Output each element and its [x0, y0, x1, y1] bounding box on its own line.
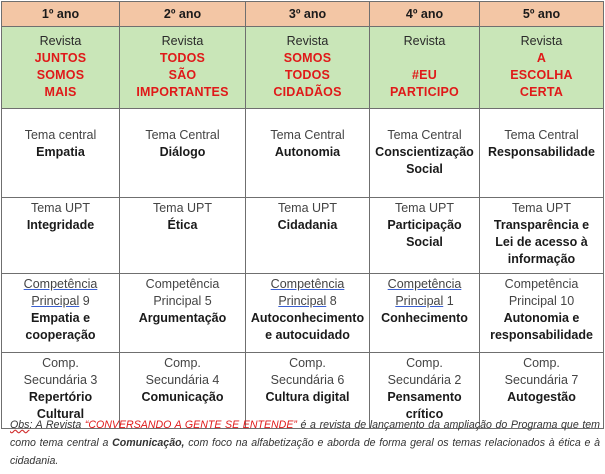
secundaria-value: Repertório: [28, 390, 93, 404]
tema-central-label: Tema Central: [145, 128, 220, 142]
year-header-row: [2, 2, 604, 27]
revista-cell-1: [2, 27, 120, 109]
tema-central-label: Tema Central: [270, 128, 345, 142]
competencia-label: Competência: [145, 277, 220, 291]
revista-cell-4: [370, 27, 480, 109]
competencia-principal-row: [2, 274, 604, 353]
tema-upt-cell-5: [480, 198, 604, 274]
secundaria-label: Secundária: [504, 373, 568, 387]
competencia-number: 10: [560, 294, 575, 308]
tema-upt-value: Cidadania: [277, 218, 338, 232]
principal-label: Principal: [153, 294, 202, 308]
tema-central-cell-5: [480, 109, 604, 198]
tema-central-value: Conscientização: [375, 145, 474, 159]
comp-label: Comp.: [523, 356, 560, 370]
competencia-value: e autocuidado: [265, 328, 350, 342]
tema-upt-label: Tema UPT: [277, 201, 338, 215]
obs-magazine-title: “CONVERSANDO A GENTE SE ENTENDE”: [84, 419, 297, 431]
year-header-2: 2º ano: [120, 2, 246, 27]
revista-label: Revista: [286, 34, 329, 48]
tema-upt-cell-4: [370, 198, 480, 274]
competencia-value: Empatia e: [30, 311, 91, 325]
revista-title-line: MAIS: [44, 85, 77, 99]
principal-label: Principal: [508, 294, 557, 308]
tema-upt-cell-3: [246, 198, 370, 274]
revista-row: [2, 27, 604, 109]
competencia-cell-1: [2, 274, 120, 353]
tema-upt-label: Tema UPT: [30, 201, 91, 215]
secundaria-label: Secundária: [23, 373, 87, 387]
revista-label: Revista: [403, 34, 446, 48]
competencia-cell-5: [480, 274, 604, 353]
obs-text-1: : A Revista: [29, 419, 85, 431]
revista-title-line: TODOS: [159, 51, 206, 65]
tema-central-value: Responsabilidade: [488, 145, 595, 159]
principal-label: Principal: [395, 294, 444, 308]
tema-central-value: Empatia: [36, 145, 85, 159]
secundaria-value: Cultura digital: [265, 390, 350, 404]
comp-label: Comp.: [164, 356, 201, 370]
revista-title-line: #EU: [412, 68, 437, 82]
tema-central-cell-3: [246, 109, 370, 198]
secundaria-number: 2: [454, 373, 462, 387]
revista-title-line: JUNTOS: [34, 51, 87, 65]
revista-title-line: SOMOS: [36, 68, 85, 82]
competencia-cell-2: [120, 274, 246, 353]
obs-text-3: com foco na alfabetização e aborda de forma geral os temas relacionados à ética e à cidadania.: [10, 437, 600, 467]
revista-title-line: CERTA: [519, 85, 564, 99]
competencia-label: Competência: [23, 277, 98, 291]
secundaria-number: 7: [571, 373, 579, 387]
revista-title-line: SÃO: [168, 68, 197, 82]
competencia-number: 1: [446, 294, 454, 308]
revista-title-line: ESCOLHA: [510, 68, 573, 82]
tema-central-value: Social: [406, 162, 443, 176]
observation-note: [10, 416, 600, 470]
obs-text-2: é a revista de lançamento da ampliação do Programa que tem como tema central a: [10, 419, 600, 449]
secundaria-value: Autogestão: [507, 390, 576, 404]
secundaria-value: Pensamento: [387, 390, 462, 404]
tema-central-value: Autonomia: [274, 145, 341, 159]
tema-central-row: [2, 109, 604, 198]
tema-central-label: Tema Central: [387, 128, 462, 142]
tema-central-cell-1: [2, 109, 120, 198]
secundaria-value: Cultural: [36, 407, 85, 421]
competencia-number: 9: [82, 294, 90, 308]
revista-title-line: SOMOS: [283, 51, 332, 65]
obs-bold-term: Comunicação,: [112, 437, 185, 449]
tema-central-value: Diálogo: [159, 145, 206, 159]
competencia-cell-3: [246, 274, 370, 353]
revista-cell-3: [246, 27, 370, 109]
tema-upt-cell-2: [120, 198, 246, 274]
competencia-value: Autoconhecimento: [250, 311, 365, 325]
tema-upt-row: [2, 198, 604, 274]
tema-upt-value: informação: [507, 252, 576, 266]
revista-label: Revista: [161, 34, 204, 48]
comp-label: Comp.: [406, 356, 443, 370]
competencia-value: cooperação: [25, 328, 96, 342]
competencia-number: 5: [204, 294, 212, 308]
revista-title-line: TODOS: [284, 68, 331, 82]
tema-upt-label: Tema UPT: [394, 201, 455, 215]
tema-upt-value: Participação: [387, 218, 462, 232]
competencia-value: responsabilidade: [490, 328, 593, 342]
secundaria-value: Comunicação: [141, 390, 224, 404]
revista-title-line: IMPORTANTES: [136, 85, 229, 99]
secundaria-number: 6: [337, 373, 345, 387]
tema-upt-value: Ética: [167, 218, 198, 232]
year-header-5: 5º ano: [480, 2, 604, 27]
tema-upt-value: Transparência e: [493, 218, 590, 232]
competencia-value: Autonomia e: [503, 311, 580, 325]
comp-label: Comp.: [42, 356, 79, 370]
secundaria-label: Secundária: [145, 373, 209, 387]
revista-label: Revista: [520, 34, 563, 48]
tema-upt-label: Tema UPT: [511, 201, 572, 215]
tema-upt-label: Tema UPT: [152, 201, 213, 215]
secundaria-number: 3: [90, 373, 98, 387]
revista-cell-2: [120, 27, 246, 109]
principal-label: Principal: [31, 294, 80, 308]
tema-upt-value: Lei de acesso à: [495, 235, 588, 249]
tema-central-label: Tema central: [24, 128, 97, 142]
year-header-3: 3º ano: [246, 2, 370, 27]
revista-title-line: [372, 50, 477, 67]
secundaria-number: 4: [212, 373, 220, 387]
tema-central-cell-4: [370, 109, 480, 198]
secundaria-label: Secundária: [270, 373, 334, 387]
revista-title-line: CIDADÃOS: [273, 85, 342, 99]
principal-label: Principal: [278, 294, 327, 308]
competencia-value: Conhecimento: [381, 311, 468, 325]
competencia-label: Competência: [270, 277, 345, 291]
tema-upt-value: Social: [406, 235, 443, 249]
competencia-cell-4: [370, 274, 480, 353]
revista-cell-5: [480, 27, 604, 109]
tema-upt-cell-1: [2, 198, 120, 274]
secundaria-value: crítico: [405, 407, 444, 421]
tema-central-cell-2: [120, 109, 246, 198]
competencia-number: 8: [329, 294, 337, 308]
comp-label: Comp.: [289, 356, 326, 370]
year-header-1: 1º ano: [2, 2, 120, 27]
revista-title-line: A: [536, 51, 547, 65]
competencia-value: Argumentação: [138, 311, 227, 325]
competencia-label: Competência: [504, 277, 579, 291]
tema-upt-value: Integridade: [26, 218, 95, 232]
curriculum-table: [1, 1, 604, 429]
year-header-4: 4º ano: [370, 2, 480, 27]
obs-lead: Obs: [10, 419, 30, 431]
competencia-label: Competência: [387, 277, 462, 291]
secundaria-label: Secundária: [387, 373, 451, 387]
revista-label: Revista: [39, 34, 82, 48]
revista-title-line: PARTICIPO: [390, 85, 459, 99]
tema-central-label: Tema Central: [504, 128, 579, 142]
